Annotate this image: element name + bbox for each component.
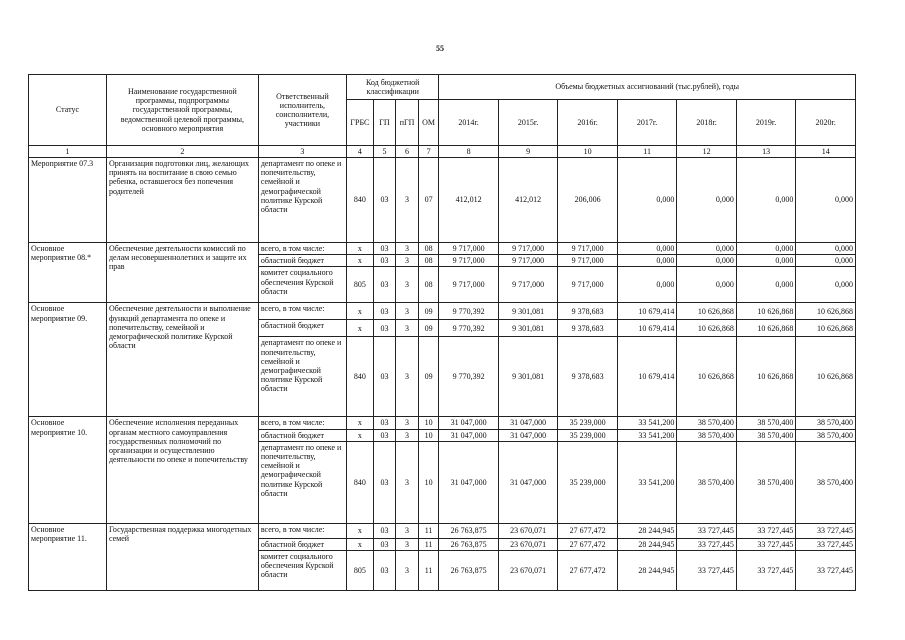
value-cell: 33 727,445: [677, 538, 737, 550]
header-volumes: Объемы бюджетных ассигнований (тыс.рублей), годы: [439, 75, 856, 100]
grbs-cell: x: [347, 523, 374, 538]
gp-cell: 03: [373, 158, 396, 243]
table-row: [29, 243, 856, 255]
value-cell: 0,000: [677, 267, 737, 303]
status-cell: Основное мероприятие 09.: [29, 303, 107, 417]
pgp-cell: 3: [396, 337, 419, 417]
executor-cell: комитет социального обеспечения Курской области: [258, 267, 346, 303]
value-cell: 38 570,400: [677, 429, 737, 441]
value-cell: 10 626,868: [677, 303, 737, 320]
value-cell: 9 717,000: [439, 255, 499, 267]
value-cell: 33 727,445: [796, 550, 856, 590]
value-cell: 33 727,445: [677, 523, 737, 538]
value-cell: 0,000: [677, 158, 737, 243]
header-code: ГРБС: [347, 100, 374, 146]
grbs-cell: x: [347, 320, 374, 337]
om-cell: 10: [418, 429, 439, 441]
column-number: 10: [558, 146, 618, 158]
value-cell: 10 626,868: [796, 320, 856, 337]
pgp-cell: 3: [396, 417, 419, 429]
grbs-cell: x: [347, 243, 374, 255]
value-cell: 10 679,414: [617, 303, 677, 320]
value-cell: 10 626,868: [736, 303, 796, 320]
om-cell: 08: [418, 255, 439, 267]
value-cell: 10 626,868: [736, 320, 796, 337]
value-cell: 9 717,000: [439, 267, 499, 303]
value-cell: 0,000: [617, 255, 677, 267]
executor-cell: комитет социального обеспечения Курской области: [258, 550, 346, 590]
event-name-cell: Обеспечение деятельности комиссий по делам несовершеннолетних и защите их прав: [106, 243, 258, 303]
gp-cell: 03: [373, 320, 396, 337]
value-cell: 0,000: [796, 255, 856, 267]
grbs-cell: x: [347, 303, 374, 320]
gp-cell: 03: [373, 243, 396, 255]
pgp-cell: 3: [396, 267, 419, 303]
om-cell: 11: [418, 523, 439, 538]
value-cell: 9 301,081: [498, 320, 558, 337]
header-year: 2019г.: [736, 100, 796, 146]
value-cell: 0,000: [736, 243, 796, 255]
pgp-cell: 3: [396, 158, 419, 243]
value-cell: 0,000: [736, 267, 796, 303]
value-cell: 31 047,000: [439, 417, 499, 429]
value-cell: 10 679,414: [617, 320, 677, 337]
value-cell: 9 378,683: [558, 337, 618, 417]
value-cell: 38 570,400: [796, 417, 856, 429]
header-year: 2018г.: [677, 100, 737, 146]
column-number: 8: [439, 146, 499, 158]
value-cell: 0,000: [617, 158, 677, 243]
om-cell: 09: [418, 320, 439, 337]
grbs-cell: 840: [347, 337, 374, 417]
value-cell: 9 717,000: [498, 255, 558, 267]
om-cell: 10: [418, 417, 439, 429]
budget-table: [28, 74, 856, 591]
pgp-cell: 3: [396, 243, 419, 255]
value-cell: 0,000: [677, 243, 737, 255]
executor-cell: областной бюджет: [258, 429, 346, 441]
header-code: ОМ: [418, 100, 439, 146]
value-cell: 9 717,000: [498, 243, 558, 255]
column-number: 13: [736, 146, 796, 158]
om-cell: 11: [418, 550, 439, 590]
executor-cell: областной бюджет: [258, 538, 346, 550]
value-cell: 9 301,081: [498, 303, 558, 320]
value-cell: 23 670,071: [498, 550, 558, 590]
value-cell: 33 541,200: [617, 429, 677, 441]
value-cell: 31 047,000: [498, 429, 558, 441]
column-number: 11: [617, 146, 677, 158]
column-number: 12: [677, 146, 737, 158]
status-cell: Основное мероприятие 10.: [29, 417, 107, 523]
grbs-cell: 805: [347, 550, 374, 590]
pgp-cell: 3: [396, 523, 419, 538]
gp-cell: 03: [373, 523, 396, 538]
gp-cell: 03: [373, 337, 396, 417]
value-cell: 26 763,875: [439, 538, 499, 550]
value-cell: 9 717,000: [558, 267, 618, 303]
event-name-cell: Организация подготовки лиц, желающих принять на воспитание в свою семью ребенка, оставшегося без попечения родителей: [106, 158, 258, 243]
table-row: [29, 158, 856, 243]
value-cell: 33 541,200: [617, 441, 677, 523]
pgp-cell: 3: [396, 320, 419, 337]
column-number: 14: [796, 146, 856, 158]
grbs-cell: 840: [347, 158, 374, 243]
header-year: 2015г.: [498, 100, 558, 146]
value-cell: 27 677,472: [558, 538, 618, 550]
value-cell: 9 378,683: [558, 303, 618, 320]
value-cell: 38 570,400: [677, 417, 737, 429]
status-cell: Основное мероприятие 11.: [29, 523, 107, 590]
value-cell: 9 717,000: [498, 267, 558, 303]
header-budget-code: Код бюджетной классификации: [347, 75, 439, 100]
pgp-cell: 3: [396, 550, 419, 590]
table-row: [29, 303, 856, 320]
value-cell: 26 763,875: [439, 523, 499, 538]
value-cell: 10 626,868: [796, 303, 856, 320]
gp-cell: 03: [373, 538, 396, 550]
column-number: 9: [498, 146, 558, 158]
value-cell: 10 626,868: [796, 337, 856, 417]
column-number: 1: [29, 146, 107, 158]
value-cell: 9 717,000: [439, 243, 499, 255]
value-cell: 10 626,868: [677, 320, 737, 337]
value-cell: 9 770,392: [439, 320, 499, 337]
grbs-cell: 840: [347, 441, 374, 523]
value-cell: 0,000: [736, 255, 796, 267]
om-cell: 09: [418, 303, 439, 320]
value-cell: 0,000: [677, 255, 737, 267]
gp-cell: 03: [373, 441, 396, 523]
value-cell: 35 239,000: [558, 441, 618, 523]
om-cell: 10: [418, 441, 439, 523]
value-cell: 0,000: [796, 267, 856, 303]
event-name-cell: Обеспечение деятельности и выполнение функций департамента по опеке и попечительству, семейной и демографической политике Курской области: [106, 303, 258, 417]
header-executor: Ответственный исполнитель, соисполнители, участники: [258, 75, 346, 146]
value-cell: 10 626,868: [677, 337, 737, 417]
value-cell: 0,000: [617, 267, 677, 303]
column-number: 7: [418, 146, 439, 158]
pgp-cell: 3: [396, 441, 419, 523]
value-cell: 31 047,000: [498, 441, 558, 523]
value-cell: 28 244,945: [617, 538, 677, 550]
value-cell: 27 677,472: [558, 550, 618, 590]
value-cell: 31 047,000: [439, 441, 499, 523]
value-cell: 0,000: [796, 243, 856, 255]
executor-cell: всего, в том числе:: [258, 303, 346, 320]
value-cell: 33 727,445: [736, 538, 796, 550]
budget-table-body: [29, 158, 856, 591]
grbs-cell: 805: [347, 267, 374, 303]
column-number: 4: [347, 146, 374, 158]
column-number: 6: [396, 146, 419, 158]
om-cell: 08: [418, 243, 439, 255]
pgp-cell: 3: [396, 538, 419, 550]
value-cell: 33 727,445: [796, 538, 856, 550]
header-year: 2016г.: [558, 100, 618, 146]
value-cell: 206,006: [558, 158, 618, 243]
value-cell: 31 047,000: [498, 417, 558, 429]
value-cell: 28 244,945: [617, 523, 677, 538]
value-cell: 38 570,400: [796, 441, 856, 523]
value-cell: 0,000: [617, 243, 677, 255]
header-name: Наименование государственной программы, подпрограммы государственной программы, ведомственной целевой программы, основного мероприятия: [106, 75, 258, 146]
grbs-cell: x: [347, 538, 374, 550]
gp-cell: 03: [373, 255, 396, 267]
value-cell: 10 626,868: [736, 337, 796, 417]
pgp-cell: 3: [396, 303, 419, 320]
value-cell: 23 670,071: [498, 523, 558, 538]
value-cell: 9 770,392: [439, 303, 499, 320]
column-number: 3: [258, 146, 346, 158]
gp-cell: 03: [373, 303, 396, 320]
status-cell: Мероприятие 07.3: [29, 158, 107, 243]
value-cell: 33 727,445: [796, 523, 856, 538]
header-code: ГП: [373, 100, 396, 146]
executor-cell: департамент по опеке и попечительству, семейной и демографической политике Курской области: [258, 337, 346, 417]
value-cell: 38 570,400: [736, 429, 796, 441]
column-number: 5: [373, 146, 396, 158]
page-number: 55: [436, 44, 444, 53]
pgp-cell: 3: [396, 255, 419, 267]
column-number-row: [29, 146, 856, 158]
value-cell: 412,012: [498, 158, 558, 243]
value-cell: 9 717,000: [558, 255, 618, 267]
value-cell: 33 727,445: [736, 550, 796, 590]
gp-cell: 03: [373, 429, 396, 441]
value-cell: 10 679,414: [617, 337, 677, 417]
gp-cell: 03: [373, 267, 396, 303]
value-cell: 9 717,000: [558, 243, 618, 255]
executor-cell: областной бюджет: [258, 255, 346, 267]
value-cell: 35 239,000: [558, 429, 618, 441]
value-cell: 38 570,400: [796, 429, 856, 441]
value-cell: 26 763,875: [439, 550, 499, 590]
grbs-cell: x: [347, 417, 374, 429]
value-cell: 27 677,472: [558, 523, 618, 538]
executor-cell: всего, в том числе:: [258, 243, 346, 255]
value-cell: 35 239,000: [558, 417, 618, 429]
value-cell: 23 670,071: [498, 538, 558, 550]
value-cell: 38 570,400: [736, 441, 796, 523]
om-cell: 08: [418, 267, 439, 303]
grbs-cell: x: [347, 255, 374, 267]
header-year: 2014г.: [439, 100, 499, 146]
value-cell: 9 301,081: [498, 337, 558, 417]
executor-cell: областной бюджет: [258, 320, 346, 337]
header-code: пГП: [396, 100, 419, 146]
gp-cell: 03: [373, 417, 396, 429]
value-cell: 0,000: [736, 158, 796, 243]
value-cell: 33 727,445: [677, 550, 737, 590]
value-cell: 412,012: [439, 158, 499, 243]
om-cell: 07: [418, 158, 439, 243]
om-cell: 09: [418, 337, 439, 417]
pgp-cell: 3: [396, 429, 419, 441]
header-year: 2020г.: [796, 100, 856, 146]
value-cell: 33 541,200: [617, 417, 677, 429]
executor-cell: всего, в том числе:: [258, 523, 346, 538]
executor-cell: департамент по опеке и попечительству, семейной и демографической политике Курской области: [258, 158, 346, 243]
status-cell: Основное мероприятие 08.*: [29, 243, 107, 303]
value-cell: 38 570,400: [677, 441, 737, 523]
value-cell: 28 244,945: [617, 550, 677, 590]
executor-cell: департамент по опеке и попечительству, семейной и демографической политике Курской области: [258, 441, 346, 523]
value-cell: 9 770,392: [439, 337, 499, 417]
header-status: Статус: [29, 75, 107, 146]
value-cell: 33 727,445: [736, 523, 796, 538]
column-number: 2: [106, 146, 258, 158]
executor-cell: всего, в том числе:: [258, 417, 346, 429]
grbs-cell: x: [347, 429, 374, 441]
event-name-cell: Обеспечение исполнения переданных органам местного самоуправления государственных полномочий по организации и осуществлению деятельности по опеке и попечительству: [106, 417, 258, 523]
value-cell: 9 378,683: [558, 320, 618, 337]
om-cell: 11: [418, 538, 439, 550]
value-cell: 0,000: [796, 158, 856, 243]
table-row: [29, 523, 856, 538]
value-cell: 31 047,000: [439, 429, 499, 441]
table-row: [29, 417, 856, 429]
value-cell: 38 570,400: [736, 417, 796, 429]
header-year: 2017г.: [617, 100, 677, 146]
event-name-cell: Государственная поддержка многодетных семей: [106, 523, 258, 590]
gp-cell: 03: [373, 550, 396, 590]
